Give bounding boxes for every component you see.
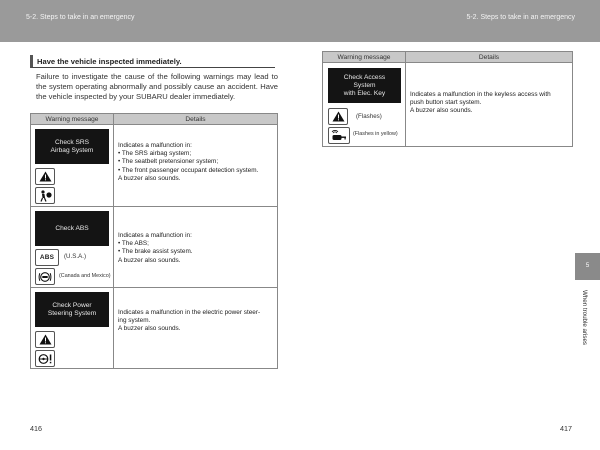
chapter-tab-text: When trouble arises	[581, 290, 588, 346]
steering-warning-icon	[35, 350, 55, 367]
abs-display	[35, 211, 109, 246]
display-line: Check SRS	[54, 138, 90, 146]
page-number-left: 416	[30, 424, 42, 433]
abs-circle-icon	[35, 268, 55, 285]
display-line: Check ABS	[55, 224, 89, 232]
details-line: Indicates a malfunction in:	[118, 232, 192, 239]
warning-triangle-icon	[35, 168, 55, 185]
abs-details	[118, 232, 193, 265]
details-line: A buzzer also sounds.	[118, 325, 181, 333]
details-cell	[114, 125, 278, 207]
details-line: Indicates a malfunction in the electric power steer-	[118, 309, 261, 316]
details-cell	[406, 63, 573, 147]
key-fob-icon	[328, 127, 350, 144]
airbag-person-icon	[35, 187, 55, 204]
page-header-bar	[0, 0, 600, 42]
col-header-message: Warning message	[323, 52, 406, 63]
table-row	[31, 207, 278, 288]
col-header-message: Warning message	[31, 114, 114, 125]
table-row	[31, 288, 278, 369]
table-row	[323, 63, 573, 147]
col-header-details: Details	[406, 52, 573, 63]
warning-table-right	[322, 51, 573, 147]
display-line: System	[353, 81, 376, 89]
abs-icon-text: ABS	[39, 254, 55, 261]
display-line: Steering System	[47, 309, 97, 317]
display-line: Check Power	[52, 301, 92, 309]
chapter-tab: 5	[575, 253, 600, 280]
details-line: • The brake assist system.	[118, 248, 193, 256]
section-title: Have the vehicle inspected immediately.	[30, 55, 275, 68]
message-cell	[323, 63, 406, 147]
canada-mexico-label: (Canada and Mexico)	[59, 273, 111, 279]
srs-display	[35, 129, 109, 164]
message-cell	[31, 288, 114, 369]
srs-details	[118, 142, 258, 183]
display-line: Check Access	[343, 73, 386, 81]
details-line: • The SRS airbag system;	[118, 150, 192, 158]
details-line: Indicates a malfunction in:	[118, 142, 192, 149]
table-header-row	[31, 114, 278, 125]
message-cell	[31, 125, 114, 207]
access-details	[410, 91, 551, 116]
message-cell	[31, 207, 114, 288]
details-cell	[114, 288, 278, 369]
details-line: Indicates a malfunction in the keyless access with	[410, 91, 551, 98]
col-header-details: Details	[114, 114, 278, 125]
table-row	[31, 125, 278, 207]
details-cell	[114, 207, 278, 288]
details-line: A buzzer also sounds.	[118, 174, 181, 182]
header-right-text: 5-2. Steps to take in an emergency	[466, 14, 575, 21]
usa-label: (U.S.A.)	[64, 253, 87, 260]
details-line: A buzzer also sounds.	[118, 256, 181, 264]
steering-display	[35, 292, 109, 327]
access-display	[328, 68, 401, 103]
details-line: ing system.	[118, 317, 151, 325]
flashes-label: (Flashes)	[356, 113, 382, 120]
details-line: • The front passenger occupant detection system.	[118, 166, 259, 174]
page-number-right: 417	[560, 424, 572, 433]
details-line: A buzzer also sounds.	[410, 107, 473, 115]
steering-details	[118, 309, 260, 334]
table-header-row	[323, 52, 573, 63]
warning-triangle-icon	[328, 108, 348, 125]
details-line: • The seatbelt pretensioner system;	[118, 158, 219, 166]
intro-paragraph: Failure to investigate the cause of the following warnings may lead to the system operating abnormally and possibly cause an accident. Have the vehicle inspected by your SUBARU dealer immediately.	[36, 72, 278, 101]
details-line: • The ABS;	[118, 240, 149, 248]
warning-table-left	[30, 113, 278, 369]
details-line: push button start system.	[410, 99, 482, 107]
header-left-text: 5-2. Steps to take in an emergency	[26, 14, 135, 21]
display-line: with Elec. Key	[343, 89, 386, 97]
abs-icon	[35, 249, 59, 266]
flashes-yellow-label: (Flashes in yellow)	[353, 131, 398, 137]
warning-triangle-icon	[35, 331, 55, 348]
display-line: Airbag System	[50, 146, 94, 154]
